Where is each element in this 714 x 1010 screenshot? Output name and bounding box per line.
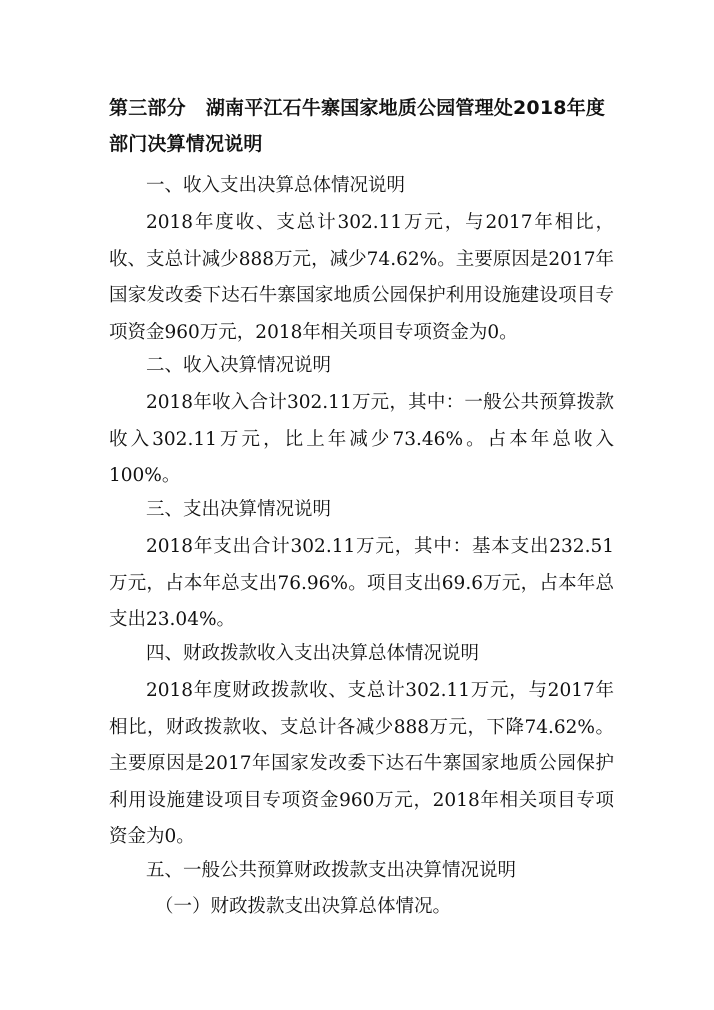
title-subtitle: 部门决算情况说明 <box>109 133 263 155</box>
section-heading-3: 三、支出决算情况说明 <box>146 499 332 520</box>
section-paragraph-1: 2018年度收、支总计302.11万元，与2017年相比，收、支总计减少888万元，减少74.62%。主要原因是2017年国家发改委下达石牛寨国家地质公园保护利用设施建设项目专项资金960万元，2018年相关项目专项资金为0。 <box>109 212 614 343</box>
section-heading-1: 一、收入支出决算总体情况说明 <box>146 175 406 196</box>
page-title <box>109 90 619 162</box>
section-paragraph-4: 2018年度财政拨款收、支总计302.11万元，与2017年相比，财政拨款收、支总计各减少888万元，下降74.62%。主要原因是2017年国家发改委下达石牛寨国家地质公园保护利用设施建设项目专项资金960万元，2018年相关项目专项资金为0。 <box>109 680 614 847</box>
section-heading-4: 四、财政拨款收入支出决算总体情况说明 <box>146 643 480 664</box>
section-paragraph-3: 2018年支出合计302.11万元，其中：基本支出232.51万元，占本年总支出76.96%。项目支出69.6万元，占本年总支出23.04%。 <box>109 536 614 630</box>
title-part-label: 第三部分 <box>109 97 186 119</box>
section-heading-2: 二、收入决算情况说明 <box>146 355 332 376</box>
title-org-year: 湖南平江石牛寨国家地质公园管理处2018年度 <box>205 97 606 119</box>
section-heading-5: 五、一般公共预算财政拨款支出决算情况说明 <box>146 860 517 881</box>
subsection-heading: （一）财政拨款支出决算总体情况。 <box>155 896 452 917</box>
section-paragraph-2: 2018年收入合计302.11万元，其中：一般公共预算拨款收入302.11万元，比上年减少73.46%。占本年总收入100%。 <box>109 392 614 486</box>
